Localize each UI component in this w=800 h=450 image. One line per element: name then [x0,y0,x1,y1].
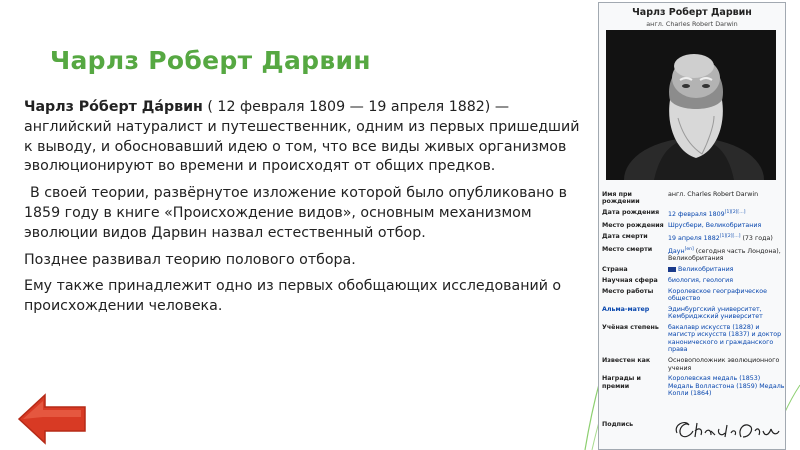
row-value [668,233,785,243]
infobox-row [602,306,785,321]
row-label: Учёная степень [602,324,659,332]
row-label: Известен как [602,357,651,365]
science-field-link[interactable]: биология, геология [668,276,733,284]
signature-image [671,415,781,445]
workplace-link[interactable]: Королевское географическое общество [668,287,768,303]
row-value-text: англ. Charles Robert Darwin [668,191,759,198]
row-value [668,266,785,273]
death-place-link[interactable]: Даун [668,247,685,255]
paragraph-intro [24,98,584,177]
paragraph-sexual-selection: Позднее развивал теорию полового отбора. [24,251,356,268]
row-label: Дата рождения [602,209,660,217]
darwin-portrait-image [606,30,776,180]
signature-label: Подпись [602,421,634,428]
infobox-row [602,277,785,284]
birth-date-link[interactable]: 12 февраля 1809 [668,211,725,219]
left-arrow-icon [19,395,85,443]
infobox-row [602,357,785,372]
intro-text: ( 12 февраля 1809 — 19 апреля 1882) — английский натуралист и путешественник, одним из первых пришедший к выводу, и обосновавший идею о том, что все виды живых организмов эволюционируют во времени и происходят от общих предков. [24,99,580,175]
row-label: Альма-матер [602,305,650,313]
citation-link[interactable]: [1][2][…] [719,233,741,239]
row-label: Место рождения [602,222,664,230]
row-label: Место работы [602,287,654,295]
row-value [668,191,785,206]
infobox-row [602,266,785,273]
citation-link[interactable]: [1][2][…] [724,210,746,216]
infobox-row [602,375,785,397]
slide-title: Чарлз Роберт Дарвин [50,46,371,75]
row-value [668,357,785,372]
paragraph-theory: В своей теории, развёрнутое изложение которой было опубликовано в 1859 году в книге «Происхождение видов», основным механизмом эволюции видов Дарвин назвал естественный отбор. [24,185,567,241]
wiki-infobox [598,2,786,450]
infobox-row [602,233,785,243]
infobox-row [602,246,785,263]
row-label: Место смерти [602,245,653,253]
infobox-row [602,209,785,219]
paragraph-origin-of-man: Ему также принадлежит одно из первых обобщающих исследований о происхождении человека. [24,278,562,315]
row-label: Страна [602,266,628,274]
name-bold: Чарлз Ро́берт Да́рвин [24,99,203,115]
row-label: Дата смерти [602,232,648,240]
infobox-row [602,324,785,354]
death-place-note: (сегодня часть Лондона), Великобритания [668,247,781,263]
infobox-subtitle: англ. Charles Robert Darwin [646,20,738,28]
known-for-text: Основоположник эволюционного учения [668,357,780,372]
uk-flag-icon [668,267,676,272]
row-label: Награды и премии [602,375,641,390]
lang-link[interactable]: [en] [684,246,694,252]
row-label: Имя при рождении [602,191,640,206]
death-date-link[interactable]: 19 апреля 1882 [668,234,720,242]
country-link[interactable]: Великобритания [678,266,734,274]
slide-body [24,98,584,324]
age-text: (73 года) [740,234,773,242]
row-value [668,209,785,219]
row-label: Научная сфера [602,276,658,284]
back-arrow-button[interactable] [17,393,87,445]
infobox-row [602,222,785,229]
infobox-rows [602,191,785,401]
alma-mater-link[interactable]: Эдинбургский университет, Кембриджский университет [668,305,763,321]
degree-link[interactable]: бакалавр искусств (1828) и магистр искусств (1837) и доктор канонического и гражданского права [668,324,782,354]
infobox-title: Чарлз Роберт Дарвин [632,7,752,18]
row-value [668,246,785,263]
awards-link[interactable]: Королевская медаль (1853) Медаль Волластона (1859) Медаль Копли (1864) [668,375,785,398]
infobox-row [602,288,785,303]
birth-place-link[interactable]: Шрусбери, Великобритания [668,222,762,230]
infobox-row [602,191,785,206]
